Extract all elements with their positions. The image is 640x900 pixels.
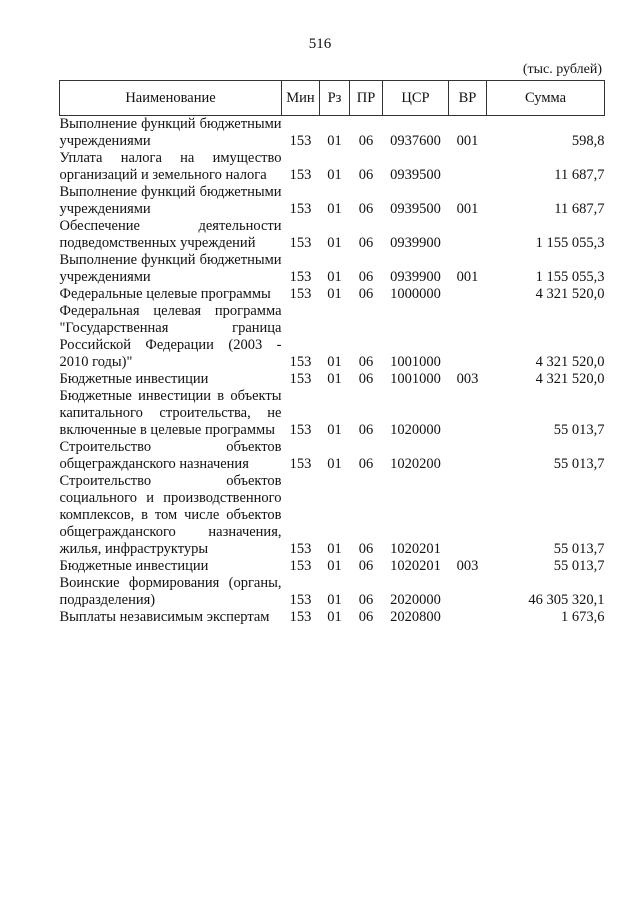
cell-rz: 01 (327, 609, 342, 625)
table-row (60, 303, 605, 371)
cell-name: Воинские формирования (органы, подразделения) (59, 575, 282, 608)
cell-csr: 1020000 (390, 422, 441, 438)
cell-sum: 55 013,7 (553, 456, 605, 472)
cell-rz: 01 (327, 422, 342, 438)
cell-rz: 01 (327, 371, 342, 387)
header-min: Мин (282, 81, 320, 116)
cell-rz: 01 (327, 133, 342, 149)
cell-sum: 4 321 520,0 (535, 286, 605, 302)
cell-min: 153 (289, 592, 312, 608)
cell-name: Уплата налога на имущество организаций и земельного налога (59, 150, 282, 183)
cell-name: Федеральная целевая программа "Государственная граница Российской Федерации (2003 - 2010 годы)" (59, 303, 282, 370)
cell-csr: 2020800 (390, 609, 441, 625)
cell-csr: 1000000 (390, 286, 441, 302)
cell-csr: 0937600 (390, 133, 441, 149)
cell-rz: 01 (327, 269, 342, 285)
cell-vr (449, 150, 487, 184)
cell-rz: 01 (327, 201, 342, 217)
cell-sum: 4 321 520,0 (535, 371, 605, 387)
cell-name: Выплаты независимым экспертам (59, 609, 270, 625)
cell-sum: 11 687,7 (554, 167, 605, 183)
cell-name: Строительство объектов социального и производственного комплексов, в том числе объектов общегражданского назначения, жилья, инфраструктуры (59, 473, 282, 557)
cell-csr: 1001000 (390, 371, 441, 387)
cell-sum: 55 013,7 (553, 422, 605, 438)
table-row (60, 150, 605, 184)
cell-sum: 55 013,7 (553, 541, 605, 557)
table-row (60, 388, 605, 439)
cell-csr: 1020201 (390, 541, 441, 557)
cell-rz: 01 (327, 235, 342, 251)
cell-pr: 06 (358, 286, 374, 302)
cell-sum: 1 155 055,3 (535, 269, 605, 285)
cell-sum: 4 321 520,0 (535, 354, 605, 370)
budget-table (59, 80, 605, 626)
header-name: Наименование (60, 81, 282, 116)
cell-min: 153 (289, 235, 312, 251)
cell-vr (449, 286, 487, 303)
header-vr: ВР (449, 81, 487, 116)
cell-min: 153 (289, 167, 312, 183)
cell-min: 153 (289, 133, 312, 149)
cell-name: Строительство объектов общегражданского назначения (59, 439, 282, 472)
table-header (60, 81, 605, 116)
cell-min: 153 (289, 609, 312, 625)
cell-csr: 0939900 (390, 269, 441, 285)
cell-min: 153 (289, 371, 312, 387)
table-row (60, 439, 605, 473)
table-row (60, 371, 605, 388)
cell-vr: 003 (456, 371, 479, 387)
table-row (60, 575, 605, 609)
table-row (60, 116, 605, 151)
cell-pr: 06 (358, 269, 374, 285)
cell-csr: 0939500 (390, 167, 441, 183)
cell-sum: 1 155 055,3 (535, 235, 605, 251)
cell-name: Выполнение функций бюджетными учреждениями (59, 252, 282, 285)
cell-min: 153 (289, 456, 312, 472)
cell-csr: 1020201 (390, 558, 441, 574)
cell-vr (449, 218, 487, 252)
cell-pr: 06 (358, 541, 374, 557)
cell-name: Федеральные целевые программы (59, 286, 271, 302)
cell-min: 153 (289, 354, 312, 370)
cell-pr: 06 (358, 592, 374, 608)
cell-vr: 003 (456, 558, 479, 574)
table-row (60, 473, 605, 558)
cell-pr: 06 (358, 167, 374, 183)
cell-min: 153 (289, 541, 312, 557)
cell-min: 153 (289, 269, 312, 285)
cell-vr (449, 388, 487, 439)
table-row (60, 252, 605, 286)
cell-pr: 06 (358, 456, 374, 472)
cell-rz: 01 (327, 456, 342, 472)
cell-min: 153 (289, 422, 312, 438)
table-row (60, 218, 605, 252)
cell-csr: 2020000 (390, 592, 441, 608)
table-body (60, 116, 605, 627)
cell-rz: 01 (327, 558, 342, 574)
cell-pr: 06 (358, 371, 374, 387)
header-sum: Сумма (487, 81, 605, 116)
cell-sum: 11 687,7 (554, 201, 605, 217)
header-pr: ПР (350, 81, 383, 116)
cell-sum: 1 673,6 (561, 609, 605, 625)
cell-vr (449, 609, 487, 626)
cell-vr: 001 (456, 201, 479, 217)
cell-pr: 06 (358, 422, 374, 438)
cell-rz: 01 (327, 592, 342, 608)
table-row (60, 184, 605, 218)
cell-vr: 001 (456, 269, 479, 285)
header-csr: ЦСР (383, 81, 449, 116)
cell-sum: 55 013,7 (553, 558, 605, 574)
cell-pr: 06 (358, 201, 374, 217)
cell-min: 153 (289, 558, 312, 574)
cell-name: Выполнение функций бюджетными учреждениями (59, 184, 282, 217)
cell-pr: 06 (358, 133, 374, 149)
cell-vr (449, 439, 487, 473)
table-row (60, 286, 605, 303)
cell-sum: 46 305 320,1 (528, 592, 605, 608)
cell-pr: 06 (358, 558, 374, 574)
cell-vr (449, 473, 487, 558)
page-number: 516 (308, 36, 332, 52)
cell-vr (449, 303, 487, 371)
cell-rz: 01 (327, 286, 342, 302)
cell-name: Бюджетные инвестиции (59, 371, 209, 387)
unit-note: (тыс. рублей) (522, 62, 602, 77)
cell-name: Выполнение функций бюджетными учреждениями (59, 116, 282, 149)
cell-name: Обеспечение деятельности подведомственных учреждений (59, 218, 282, 251)
cell-vr: 001 (456, 133, 479, 149)
cell-sum: 598,8 (571, 133, 605, 149)
cell-csr: 1001000 (390, 354, 441, 370)
cell-csr: 1020200 (390, 456, 441, 472)
cell-rz: 01 (327, 541, 342, 557)
cell-csr: 0939500 (390, 201, 441, 217)
cell-pr: 06 (358, 354, 374, 370)
cell-vr (449, 575, 487, 609)
header-rz: Рз (320, 81, 350, 116)
cell-pr: 06 (358, 609, 374, 625)
cell-pr: 06 (358, 235, 374, 251)
cell-name: Бюджетные инвестиции в объекты капитального строительства, не включенные в целевые программы (59, 388, 282, 438)
table-row (60, 558, 605, 575)
table-row (60, 609, 605, 626)
cell-min: 153 (289, 201, 312, 217)
cell-min: 153 (289, 286, 312, 302)
cell-name: Бюджетные инвестиции (59, 558, 209, 574)
cell-rz: 01 (327, 167, 342, 183)
cell-rz: 01 (327, 354, 342, 370)
cell-csr: 0939900 (390, 235, 441, 251)
